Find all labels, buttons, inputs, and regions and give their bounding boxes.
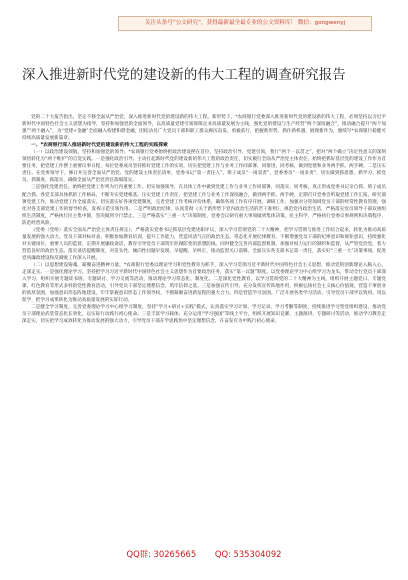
promo-banner-text: 关注头条号“公文研究”，获得最新最全最专业的公文资料库！ 微信：gongwenyj [144, 20, 346, 26]
promo-banner [118, 16, 372, 31]
section-heading: 一、*农商银行深入推进新时代党的建设新的伟大工程的实践探索 [31, 143, 168, 149]
footer-contact [0, 548, 408, 560]
body-paragraph: 《党委（党组）落实全面从严治党主体责任规定》，严格落实党委书记抓基层党建述职评议，深入学习贯彻党的二十大精神，把学习贯彻与推进工作结合起来，转化为推动高质量发展的强大动力。党员干部对标对表，积极参加教育培训，提升工作能力，营造风清气正的政治生态。常态化开展纪律教育，不断增强党员干部的纪律意识和规矩意识，持续强化对关键岗位、重要人员的监督，定期开展廉政谈话，教育引导党员干部筑牢拒腐防变的思想防线。同时健全完善内部监督机制，加强对权力运行的制约和监督，从严管党治党，着力营造良好的政治生态。落实谈话提醒制度，对苗头性、倾向性问题早发现、早提醒、早纠正，推动监督关口前移。全面压实各支部书记第一责任，落实好“三重一大”决策事项，促进党风廉政建设和反腐败工作深入开展。 [22, 227, 386, 261]
subsection-paragraph: （二）以思想建设铸魂，凝聚奋进精神力量。*农商银行党委以理论学习和党性教育为抓手，深入学习贯彻习近平新时代中国特色社会主义思想，推动党的创新理论入脑入心、走深走实。一是强化理论学习。坚持把学习习近平新时代中国特色社会主义思想作为首要政治任务，落实“第一议题”制度。以党委理论学习中心组学习为龙头，带动全行党员干部深入学习，组织开展专题读书班、专题研讨、学习交流等活动，推动理论学习常态化、制度化。二是深化党性教育。以学习贯彻党的二十大精神为主线，组织开展主题党日、专题党课、红色教育等形式多样的党性教育活动，引导党员干部坚定理想信念，筑牢信仰之基。三是加强宣传引导。充分发挥宣传阵地作用，积极弘扬社会主义核心价值观，营造干事创业的浓厚氛围，加强意识形态阵地建设，牢牢掌握意识形态工作领导权，不断凝聚奋进新征程的强大合力。四是营造学习氛围。广泛开展各类学习活动，引导党员干部学以致用、用以促学，把学习成果转化为推动高质量发展的实际行动。 [22, 262, 386, 304]
intro-paragraph: 党的二十大报告指出，坚定不移全面从严治党，深入推进新时代党的建设新的伟大工程。新形势下，*农商银行党委深入推进新时代党的建设新的伟大工程，必须坚持以习近平新时代中国特色社会主义思想为指导，坚持和加强党的全面领导，以高质量党建引领保障企业高质量发展为主线，强化党的建设与生产经营“两个深度融合”，推动融合提升“两个加强”“两个融入”，为“党建+金融”全面融入构建和谐金融，团结动员广大党员干部和职工群众踔厉奋发、勇毅前行，把握新形势、抓住新机遇，展现新作为，强续写*农商银行稳健可持续高质量发展新篇章。 [22, 115, 386, 142]
footer-qq-group: QQ群: 30265665 [126, 549, 197, 559]
footer-qq: QQ: 535304092 [214, 549, 282, 559]
document-title: 深入推进新时代党的建设新的伟大工程的调查研究报告 [22, 68, 346, 83]
body-paragraph: 三是强化党建责任。始终把党建工作列为行内重要工作。切实加强领导，在具体工作中做到党建工作与业务工作同部署、同落实、同考核，真正形成党委书记亲自抓、班子成员配合抓、各党支部具体抓的工作格局，不断夯实党建根基。压实党建工作责任，把党建工作与业务工作深度融合，做到两手抓、两手硬，定期召开党委会听取党建工作汇报，研究部署党建工作，推动党建工作全面落实。切实落实好各项党建制度，完善党建工作考核评价体系，确保各项工作有序开展。调研工作、加强对分管领域党员干部的经常性教育管理，强化对各支部党建工作的督导检查，发挥示范引领作用。二是严明政治纪律。认真贯彻《关于新形势下党内政治生活的若干准则》，规范党内政治生活，严格落实党员领导干部双重组织生活制度，严格执行民主集中制，坚决做到令行禁止。三是严格落实“三重一大”决策制度，党委会议研究重大事项做到集体决策、民主科学，严格执行党委议事规则和决策程序，防范经营风险。 [22, 185, 386, 226]
subsection-paragraph: （一）以政治建设领航，坚持和加强党的领导。*农商银行党委始终把政治建设摆在首位，坚持政治引导、党建引领，我行“两个一以贯之”，把对“两个确立”决定性意义的深刻领悟转化为“两个维护”的自觉实践。一是强化政治引导。主动扛起新时代党的建设新的伟大工程的政治责任，切实履行全面从严治党主体责任，始终把抓好基层党的建设工作作为首要任务，把党建工作摆上重要议事日程，每位党委成员坚持抓好党建工作的实效，切实把党建工作与业务工作同部署、同推进、同考核，做到党建和业务两手抓、两手硬。二是压实责任。在党委领导下，修订并完善全面从严治党、党的建设主体责任清单，党委书记“第一责任人”，班子成员“一岗双责”，党委委员“一岗多责”，切实做到抓思想、抓学习、抓党员、抓制度、抓落实，确保全面从严治党责任落细落实。 [22, 150, 386, 184]
body-paragraph: 二是健全学习制度。完善党委理论学习中心组学习制度，坚持“学习+研讨+实践”模式，认真落实学习计划、学习记录、学习考勤等制度，持续推进学习型党组织建设，推动党员干部理论武装常态化长效化，以实际行动践行初心使命。三是丰富学习载体。充分运用“学习强国”等线上平台，组织开展知识竞赛、主题演讲、专题研讨等活动，推动学习教育走深走实，切实把学习成效转化为推动发展的强大动力，引导党员干部在学思践悟中坚定理想信念，在奋发有为中践行初心使命。 [22, 305, 386, 325]
document-body [22, 114, 386, 538]
